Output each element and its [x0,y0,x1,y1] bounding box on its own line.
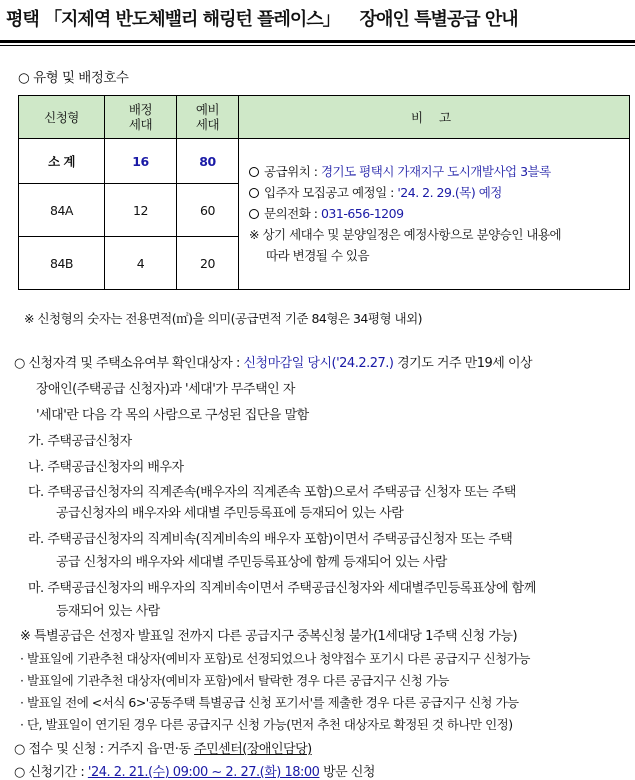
bullet-item-4: · 단, 발표일이 연기된 경우 다른 공급지구 신청 가능(먼저 추천 대상자로 확정된 것 하나만 인정) [20,717,513,732]
table-note: ※ 신청형의 숫자는 전용면적(㎡)을 의미(공급면적 기준 84형은 34평형 내외) [24,311,423,326]
period-text: '24. 2. 21.(수) 09:00 ~ 2. 27.(화) 18:00 [87,765,320,780]
bullet-circle: ○ [14,765,25,780]
circle-icon [249,167,259,177]
list-item-ma: 마. 주택공급신청자의 배우자의 직계비속이면서 주택공급신청자와 세대별주민등록표상에 함께 [28,581,536,596]
cell-reserve: 80 [177,139,239,184]
list-item-da-cont: 공급신청자의 배우자와 세대별 주민등록표에 등재되어 있는 사람 [56,506,404,521]
community-center-text: 주민센터(장애인담당) [194,742,312,757]
title-divider-thin [0,45,635,46]
allocation-table [18,95,630,290]
list-item-ma-cont: 등재되어 있는 사람 [56,604,160,619]
section-type-heading [18,66,128,86]
cell-type: 84B [19,237,105,290]
table-row-subtotal [19,139,630,184]
cell-reserve: 60 [177,184,239,237]
bullet-item-1: · 발표일에 기관추천 대상자(예비자 포함)로 선정되었으나 청약접수 포기시 다른 공급지구 신청가능 [20,651,530,666]
bullet-circle: ○ [14,356,25,371]
table-header-row [19,96,630,139]
list-item-ga: 가. 주택공급신청자 [28,434,132,449]
remark-note-line1: ※ 상기 세대수 및 분양일정은 예정사항으로 분양승인 내용에 [249,227,562,242]
page-title [0,0,635,40]
cell-reserve: 20 [177,237,239,290]
application-period: ○ 신청기간 : '24. 2. 21.(수) 09:00 ~ 2. 27.(화) 18:00 방문 신청 [14,765,375,780]
bullet-circle: ○ [18,70,30,86]
title-divider-thick [0,40,635,43]
remark-phone: 문의전화 : 031-656-1209 [249,203,629,224]
header-reserve: 예비 세대 [177,96,239,139]
cell-assigned: 4 [105,237,177,290]
bullet-item-3: · 발표일 전에 <서식 6>'공동주택 특별공급 신청 포기서'를 제출한 경우 다른 공급지구 신청 가능 [20,695,519,710]
special-supply-note: ※ 특별공급은 선정자 발표일 전까지 다른 공급지구 중복신청 불가(1세대당 1주택 신청 가능) [20,629,518,644]
header-type: 신청형 [19,96,105,139]
cell-assigned: 12 [105,184,177,237]
section-heading-text: 유형 및 배정호수 [33,70,129,86]
household-definition: '세대'란 다음 각 목의 사람으로 구성된 집단을 말함 [36,408,309,423]
list-item-na: 나. 주택공급신청자의 배우자 [28,460,184,475]
bullet-circle: ○ [14,742,25,757]
cell-type: 84A [19,184,105,237]
list-item-ra: 라. 주택공급신청자의 직계비속(직계비속의 배우자 포함)이면서 주택공급신청자 또는 주택 [28,532,513,547]
title-part1: 평택 「지제역 반도체밸리 해링턴 플레이스」 [6,9,340,30]
remark-location: 공급위치 : 경기도 평택시 가재지구 도시개발사업 3블록 [249,161,629,182]
list-item-da: 다. 주택공급신청자의 직계존속(배우자의 직계존속 포함)으로서 주택공급 신청자 또는 주택 [28,485,516,500]
bullet-item-2: · 발표일에 기관추천 대상자(예비자 포함)에서 탈락한 경우 다른 공급지구 신청 가능 [20,673,449,688]
title-part2: 장애인 특별공급 안내 [359,9,518,30]
eligibility-line2: 장애인(주택공급 신청자)과 '세대'가 무주택인 자 [36,382,295,397]
cell-type: 소 계 [19,139,105,184]
list-item-ra-cont: 공급 신청자의 배우자와 세대별 주민등록표상에 함께 등재되어 있는 사람 [56,555,447,570]
header-assigned: 배정 세대 [105,96,177,139]
header-remarks: 비 고 [239,96,630,139]
eligibility-line1: ○ 신청자격 및 주택소유여부 확인대상자 : 신청마감일 당시('24.2.27.) 경기도 거주 만19세 이상 [14,356,533,371]
remarks-cell [239,139,630,290]
cell-assigned: 16 [105,139,177,184]
circle-icon [249,188,259,198]
application-place: ○ 접수 및 신청 : 거주지 읍·면·동 주민센터(장애인담당) [14,742,312,757]
remark-note-line2: 따라 변경될 수 있음 [266,248,370,263]
circle-icon [249,209,259,219]
remark-notice-date: 입주자 모집공고 예정일 : '24. 2. 29.(목) 예정 [249,182,629,203]
